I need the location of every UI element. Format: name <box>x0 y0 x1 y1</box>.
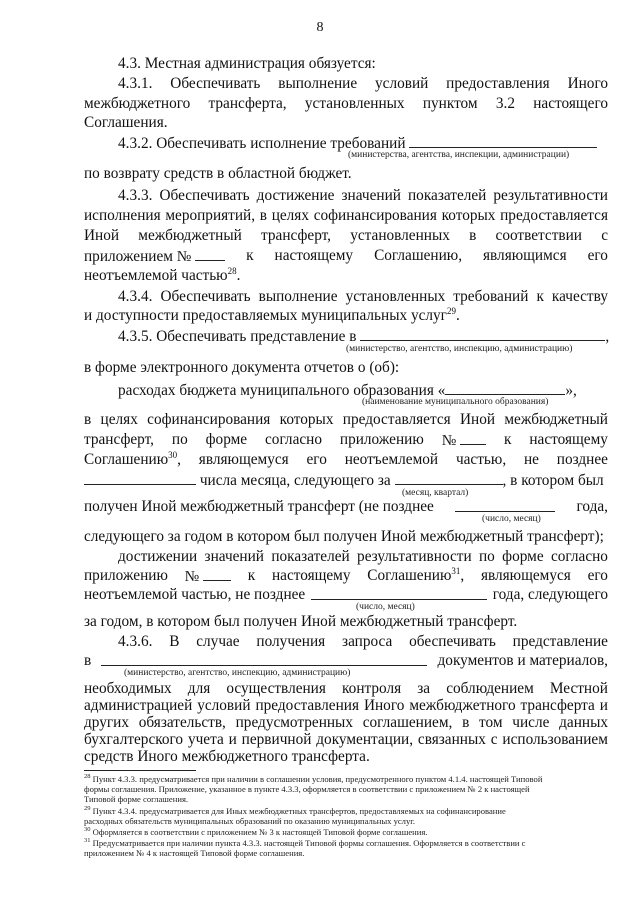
footnote-28: $^{28}$ Пункт 4.3.3. предусматривается при наличии в соглашении условия, предусмотренного пунктом 4.1.4. настоящей Типовой формы соглашения. Приложение, указанное в пункте 4.3.3, оформляется в соответствии с приложением № 2 к настоящей Типовой форме соглашения. <box>84 773 543 805</box>
clause-4-3-5-line-8: получен Иной межбюджетный трансферт (не позднее года, <box>84 498 608 515</box>
clause-4-3-5-line-1: 4.3.5. Обеспечивать представление в , <box>118 328 610 345</box>
blank-appendix-no[interactable] <box>195 246 225 261</box>
clause-4-3-5-line-12: неотъемлемой частью, не позднее года, следующего <box>84 586 608 603</box>
clause-4-3-6-line-1: 4.3.6. В случае получения запроса обеспечивать представление <box>118 633 608 650</box>
word: бухгалтерского <box>84 731 184 748</box>
caption-ministry: (министерства, агентства, инспекции, администрации) <box>348 150 570 160</box>
word: в <box>462 714 470 731</box>
word: первичной <box>241 731 312 748</box>
word: и <box>228 731 237 748</box>
caption-month-quarter: (месяц, квартал) <box>402 488 469 498</box>
clause-4-3-5-line-6: Соглашению$^{30}$, являющемуся его неотъемлемой частью, не позднее <box>84 449 608 468</box>
word: учета <box>187 731 224 748</box>
caption-date-2: (число, месяц) <box>356 602 415 612</box>
blank-request-recipient[interactable] <box>101 651 427 666</box>
footnote-ref-30[interactable]: 30 <box>168 449 178 460</box>
blank-municipality-name[interactable] <box>445 380 565 395</box>
clause-4-3-5-line-13: за годом, в котором был получен Иной межбюджетный трансферт. <box>84 613 518 630</box>
word: том <box>479 714 503 731</box>
blank-indicators-deadline[interactable] <box>311 585 487 600</box>
clause-4-3-5-line-11: приложению № к настоящему Соглашению$^{31}$, являющемуся его <box>84 565 608 585</box>
blank-report-form-no[interactable] <box>460 430 486 445</box>
word: использованием <box>502 731 608 748</box>
clause-4-3-5-line-10: достижении значений показателей результативности по форме согласно <box>118 548 608 565</box>
blank-indicators-form-no[interactable] <box>203 566 231 581</box>
clause-4-3-4-line-1: 4.3.4. Обеспечивать выполнение установленных требований к качеству <box>118 288 608 305</box>
clause-4-3-6-line-2: в документов и материалов, <box>84 652 608 669</box>
clause-4-3-3-line-5: неотъемлемой частью$^{28}$. <box>84 265 241 284</box>
clause-4-3-6-line-5 <box>84 714 608 731</box>
clause-4-3-2-line-1: 4.3.2. Обеспечивать исполнение требований <box>118 133 608 153</box>
clause-4-3-1-line-3: Соглашения. <box>84 114 168 131</box>
clause-4-3-5-line-4: в целях софинансирования которых предоставляется Иной межбюджетный <box>84 411 608 428</box>
word: документации, <box>316 731 414 748</box>
clause-4-3-5-line-5: трансферт, по форме согласно приложению № к настоящему <box>84 431 608 449</box>
clause-4-3-1-line-2: межбюджетного трансферта, установленных пунктом 3.2 настоящего <box>84 95 608 112</box>
footnote-ref-28[interactable]: 28 <box>227 265 237 276</box>
word: связанных <box>417 731 486 748</box>
footnote-ref-29[interactable]: 29 <box>446 305 456 316</box>
page-number: 8 <box>316 20 324 35</box>
caption-ministry-recipient: (министерство, агентство, инспекцию, администрацию) <box>346 344 573 354</box>
clause-4-3-6-line-4: администрацией условий предоставления Иного межбюджетного трансферта и <box>84 697 608 714</box>
blank-ministry-field[interactable] <box>409 133 597 148</box>
clause-4-3-3-line-2: исполнения мероприятий, в целях софинансирования которых предоставляется <box>84 207 608 224</box>
word: соглашением, <box>362 714 453 731</box>
blank-month-quarter[interactable] <box>395 470 503 485</box>
clause-4-3-5-line-3: расходах бюджета муниципального образования « », <box>118 382 577 399</box>
caption-municipality: (наименование муниципального образования) <box>362 397 549 407</box>
clause-4-3-3-line-1: 4.3.3. Обеспечивать достижение значений показателей результативности <box>118 187 608 204</box>
clause-4-3-5-line-2: в форме электронного документа отчетов о (об): <box>84 359 400 376</box>
clause-4-3-5-line-7: числа месяца, следующего за , в котором был <box>84 470 608 490</box>
footnote-ref-31[interactable]: 31 <box>451 565 461 576</box>
clause-4-3-4-line-2: и доступности предоставляемых муниципальных услуг$^{29}$. <box>84 305 460 324</box>
footnote-separator <box>84 770 196 771</box>
heading-4-3: 4.3. Местная администрация обязуется: <box>118 55 376 72</box>
clause-4-3-2-line-2: по возврату средств в областной бюджет. <box>84 165 352 182</box>
caption-date-1: (число, месяц) <box>482 514 541 524</box>
word: других <box>84 714 129 731</box>
clause-4-3-6-line-6 <box>84 731 608 748</box>
clause-4-3-6-line-7: средств Иного межбюджетного трансферта. <box>84 748 370 765</box>
clause-4-3-3-line-3: Иной межбюджетный трансферт, установленных в соответствии с <box>84 227 608 244</box>
footnote-31: $^{31}$ Предусматривается при наличии пункта 4.3.3. настоящей Типовой формы соглашения. Оформляется в соответствии с приложением № 4 к настоящей Типовой форме соглашения. <box>84 837 526 859</box>
word: обязательств, <box>138 714 226 731</box>
clause-4-3-3-line-4: приложением № к настоящему Соглашению, являющимся его <box>84 247 608 265</box>
clause-4-3-5-line-9: следующего за годом в котором был получен Иной межбюджетный трансферт); <box>84 528 604 545</box>
footnote-30: $^{30}$ Оформляется в соответствии с приложением № 3 к настоящей Типовой форме соглашения. <box>84 826 428 837</box>
clause-4-3-6-line-3: необходимых для осуществления контроля за соблюдением Местной <box>84 680 608 697</box>
blank-ministry-recipient[interactable] <box>360 326 605 341</box>
word: с <box>490 731 498 748</box>
clause-4-3-1-line-1: 4.3.1. Обеспечивать выполнение условий предоставления Иного <box>118 75 608 92</box>
caption-request-recipient: (министерство, агентство, инспекцию, администрацию) <box>124 668 351 678</box>
word: предусмотренных <box>235 714 353 731</box>
footnote-29: $^{29}$ Пункт 4.3.4. предусматривается для Иных межбюджетных трансфертов, предоставляемых на софинансирование расходных обязательств муниципальных образований по оказанию муниципальных услуг. <box>84 805 506 827</box>
word: данных <box>559 714 608 731</box>
word: числе <box>512 714 550 731</box>
blank-deadline-date[interactable] <box>455 497 555 512</box>
blank-day-of-month[interactable] <box>84 470 196 485</box>
